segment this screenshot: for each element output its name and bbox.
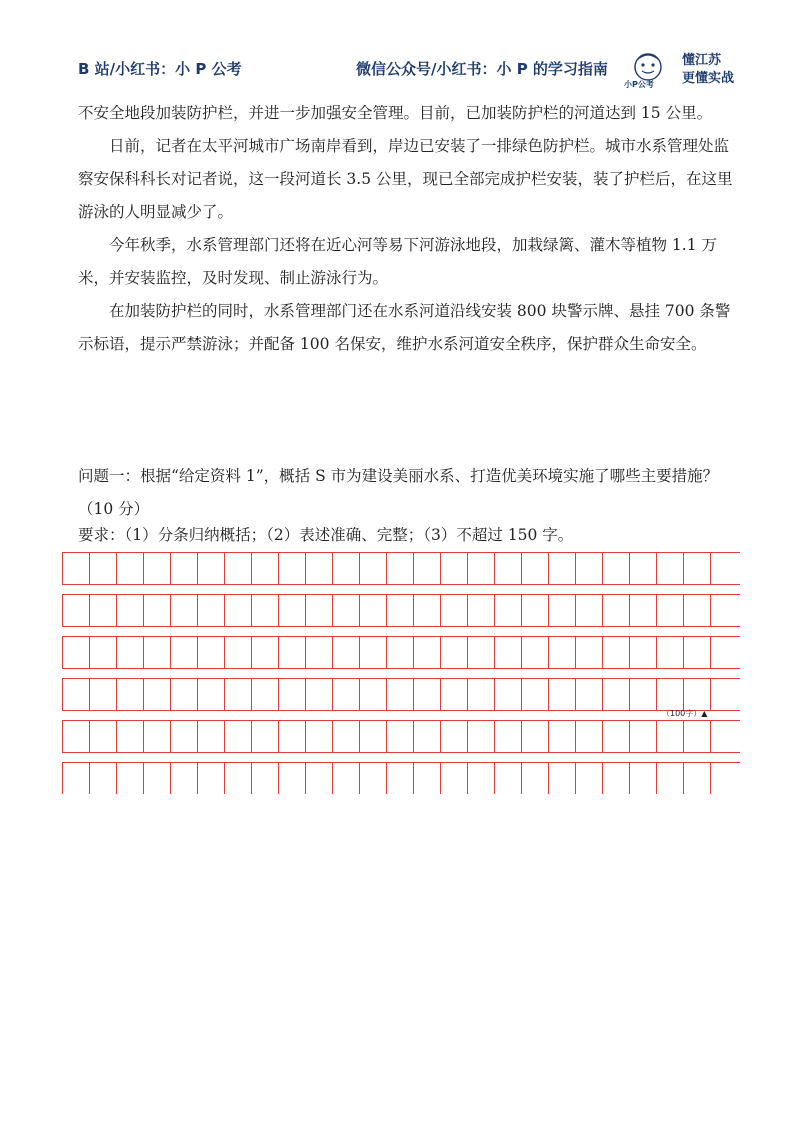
answer-grid-cell[interactable] <box>629 721 657 752</box>
answer-grid-cell[interactable] <box>494 637 522 668</box>
answer-requirements: 要求：（1）分条归纳概括；（2）表述准确、完整；（3）不超过 150 字。 <box>78 526 574 544</box>
answer-grid-cell[interactable] <box>143 637 171 668</box>
word-count-marker: （100字）▲ <box>662 709 708 718</box>
answer-grid-cell[interactable] <box>521 679 549 710</box>
answer-grid-cell[interactable] <box>683 721 711 752</box>
answer-grid-cell[interactable] <box>494 553 522 584</box>
answer-grid-cell[interactable] <box>467 595 495 626</box>
answer-grid-cell[interactable] <box>224 763 252 794</box>
answer-grid-cell[interactable] <box>386 679 414 710</box>
answer-grid-cell[interactable] <box>305 679 333 710</box>
answer-grid-cell[interactable] <box>521 595 549 626</box>
slogan <box>682 52 734 88</box>
answer-grid-cell[interactable] <box>170 763 198 794</box>
answer-grid-cell[interactable] <box>683 595 711 626</box>
answer-grid-cell[interactable] <box>170 679 198 710</box>
header-wechat-source: 微信公众号/小红书：小 P 的学习指南 <box>356 60 608 78</box>
answer-grid-cell[interactable] <box>278 553 306 584</box>
material-paragraph-1: 不安全地段加装防护栏，并进一步加强安全管理。目前，已加装防护栏的河道达到 15 公里。 <box>78 104 713 122</box>
answer-grid-cell[interactable] <box>710 553 738 584</box>
answer-grid-cell[interactable] <box>116 553 144 584</box>
answer-grid-cell[interactable] <box>359 679 387 710</box>
answer-grid-cell[interactable] <box>710 637 738 668</box>
answer-grid-cell[interactable] <box>386 595 414 626</box>
answer-grid-cell[interactable] <box>62 763 90 794</box>
answer-grid-row[interactable] <box>62 594 740 627</box>
answer-grid-cell[interactable] <box>278 595 306 626</box>
answer-grid-cell[interactable] <box>413 637 441 668</box>
answer-grid-cell[interactable] <box>62 637 90 668</box>
answer-grid-cell[interactable] <box>683 637 711 668</box>
answer-grid-cell[interactable] <box>359 763 387 794</box>
answer-grid-cell[interactable] <box>602 553 630 584</box>
answer-grid-cell[interactable] <box>197 763 225 794</box>
answer-grid-cell[interactable] <box>602 679 630 710</box>
answer-grid-cell[interactable] <box>197 679 225 710</box>
answer-grid-cell[interactable] <box>413 553 441 584</box>
answer-grid-cell[interactable] <box>251 595 279 626</box>
answer-grid-cell[interactable] <box>170 595 198 626</box>
answer-grid-cell[interactable] <box>116 637 144 668</box>
answer-grid-cell[interactable] <box>170 553 198 584</box>
answer-grid-cell[interactable] <box>116 763 144 794</box>
answer-grid-cell[interactable] <box>332 679 360 710</box>
answer-grid-cell[interactable] <box>89 637 117 668</box>
answer-grid-cell[interactable] <box>62 679 90 710</box>
answer-grid-cell[interactable] <box>575 595 603 626</box>
answer-grid-cell[interactable] <box>521 721 549 752</box>
answer-grid-cell[interactable] <box>494 721 522 752</box>
answer-grid-cell[interactable] <box>413 763 441 794</box>
answer-grid-cell[interactable] <box>143 679 171 710</box>
answer-grid-cell[interactable] <box>467 679 495 710</box>
answer-grid-cell[interactable] <box>575 637 603 668</box>
answer-grid-cell[interactable] <box>440 721 468 752</box>
answer-grid-cell[interactable] <box>197 637 225 668</box>
answer-grid-cell[interactable] <box>413 595 441 626</box>
answer-grid-cell[interactable] <box>89 763 117 794</box>
answer-grid-cell[interactable] <box>278 721 306 752</box>
answer-grid-cell[interactable] <box>440 553 468 584</box>
answer-grid-cell[interactable] <box>251 637 279 668</box>
answer-grid-cell[interactable] <box>251 763 279 794</box>
answer-grid-cell[interactable] <box>467 553 495 584</box>
slogan-line-2: 更懂实战 <box>682 71 735 86</box>
question-prompt: 问题一：根据“给定资料 1”，概括 S 市为建设美丽水系、打造优美环境实施了哪些主要措施？（10 分） <box>78 467 719 518</box>
answer-grid-cell[interactable] <box>440 637 468 668</box>
slogan-line-1: 懂江苏 <box>682 53 722 68</box>
answer-grid-row[interactable] <box>62 720 740 753</box>
answer-grid-cell[interactable] <box>386 553 414 584</box>
answer-grid-cell[interactable] <box>440 679 468 710</box>
answer-grid-cell[interactable] <box>116 721 144 752</box>
answer-grid-cell[interactable] <box>548 553 576 584</box>
answer-grid-cell[interactable] <box>305 763 333 794</box>
answer-grid-cell[interactable] <box>89 721 117 752</box>
answer-grid-cell[interactable] <box>332 553 360 584</box>
answer-grid-cell[interactable] <box>251 679 279 710</box>
answer-grid-cell[interactable] <box>629 763 657 794</box>
answer-grid-cell[interactable] <box>62 595 90 626</box>
answer-grid-cell[interactable] <box>629 637 657 668</box>
answer-grid-row[interactable] <box>62 762 740 794</box>
answer-grid-cell[interactable] <box>332 595 360 626</box>
answer-grid-cell[interactable] <box>467 637 495 668</box>
answer-grid-cell[interactable] <box>386 763 414 794</box>
answer-grid-cell[interactable] <box>494 679 522 710</box>
answer-grid-cell[interactable] <box>359 637 387 668</box>
answer-grid-cell[interactable] <box>467 721 495 752</box>
answer-grid-cell[interactable] <box>548 637 576 668</box>
answer-grid-cell[interactable] <box>332 763 360 794</box>
answer-grid-cell[interactable] <box>656 721 684 752</box>
answer-grid-cell[interactable] <box>116 595 144 626</box>
answer-grid-cell[interactable] <box>440 595 468 626</box>
answer-grid-row[interactable] <box>62 552 740 585</box>
answer-grid-cell[interactable] <box>548 763 576 794</box>
answer-grid-cell[interactable] <box>197 553 225 584</box>
answer-grid-cell[interactable] <box>575 679 603 710</box>
answer-grid-cell[interactable] <box>305 553 333 584</box>
answer-grid-cell[interactable] <box>116 679 144 710</box>
answer-grid-cell[interactable] <box>575 763 603 794</box>
answer-grid-cell[interactable] <box>494 763 522 794</box>
header-left-source: B 站/小红书：小 P 公考 <box>78 60 242 78</box>
answer-grid-cell[interactable] <box>278 679 306 710</box>
answer-grid-cell[interactable] <box>413 721 441 752</box>
answer-grid-row[interactable] <box>62 636 740 669</box>
answer-grid-cell[interactable] <box>359 595 387 626</box>
answer-grid-cell[interactable] <box>521 763 549 794</box>
answer-grid-cell[interactable] <box>467 763 495 794</box>
answer-grid-cell[interactable] <box>224 553 252 584</box>
answer-grid-cell[interactable] <box>440 763 468 794</box>
answer-grid-cell[interactable] <box>224 721 252 752</box>
answer-grid-cell[interactable] <box>305 595 333 626</box>
answer-grid-cell[interactable] <box>359 553 387 584</box>
answer-grid-cell[interactable] <box>656 679 684 710</box>
answer-grid-cell[interactable] <box>386 637 414 668</box>
logo-caption: 小P公考 <box>624 80 654 89</box>
answer-grid-cell[interactable] <box>359 721 387 752</box>
answer-grid-cell[interactable] <box>629 553 657 584</box>
answer-grid-cell[interactable] <box>332 637 360 668</box>
answer-grid-cell[interactable] <box>710 763 738 794</box>
answer-grid-cell[interactable] <box>224 637 252 668</box>
answer-grid-cell[interactable] <box>143 595 171 626</box>
answer-grid-cell[interactable] <box>170 637 198 668</box>
answer-grid-cell[interactable] <box>224 595 252 626</box>
answer-grid-cell[interactable] <box>602 595 630 626</box>
answer-grid-cell[interactable] <box>683 763 711 794</box>
answer-grid-cell[interactable] <box>710 595 738 626</box>
material-paragraph-2: 日前，记者在太平河城市广场南岸看到，岸边已安装了一排绿色防护栏。城市水系管理处监察安保科科长对记者说，这一段河道长 3.5 公里，现已全部完成护栏安装，装了护栏后，在这里游泳的人明显减少了。 <box>78 137 733 221</box>
answer-grid-cell[interactable] <box>521 553 549 584</box>
answer-grid-cell[interactable] <box>143 553 171 584</box>
answer-grid-cell[interactable] <box>197 595 225 626</box>
answer-grid-cell[interactable] <box>413 679 441 710</box>
answer-grid-cell[interactable] <box>89 595 117 626</box>
answer-grid-cell[interactable] <box>170 721 198 752</box>
answer-grid-cell[interactable] <box>305 637 333 668</box>
answer-grid-row[interactable] <box>62 678 740 711</box>
answer-grid-cell[interactable] <box>602 721 630 752</box>
answer-grid-cell[interactable] <box>656 595 684 626</box>
material-paragraph-3: 今年秋季，水系管理部门还将在近心河等易下河游泳地段，加栽绿篱、灌木等植物 1.1 万米，并安装监控，及时发现、制止游泳行为。 <box>78 236 718 287</box>
answer-grid-cell[interactable] <box>62 721 90 752</box>
answer-grid-cell[interactable] <box>62 553 90 584</box>
answer-grid-cell[interactable] <box>278 763 306 794</box>
answer-grid-cell[interactable] <box>602 637 630 668</box>
answer-grid-cell[interactable] <box>197 721 225 752</box>
answer-grid-cell[interactable] <box>683 553 711 584</box>
answer-grid-cell[interactable] <box>548 679 576 710</box>
answer-grid-cell[interactable] <box>521 637 549 668</box>
answer-grid-cell[interactable] <box>575 721 603 752</box>
answer-grid-cell[interactable] <box>656 637 684 668</box>
material-paragraph-4: 在加装防护栏的同时，水系管理部门还在水系河道沿线安装 800 块警示牌、悬挂 700 条警示标语，提示严禁游泳；并配备 100 名保安，维护水系河道安全秩序，保护群众生命安全。 <box>78 302 731 353</box>
answer-grid-cell[interactable] <box>305 721 333 752</box>
answer-grid-cell[interactable] <box>629 679 657 710</box>
answer-grid-cell[interactable] <box>575 553 603 584</box>
answer-grid-cell[interactable] <box>143 721 171 752</box>
answer-grid-cell[interactable] <box>629 595 657 626</box>
answer-grid-cell[interactable] <box>224 679 252 710</box>
answer-grid-cell[interactable] <box>89 679 117 710</box>
answer-grid-cell[interactable] <box>143 763 171 794</box>
answer-grid-cell[interactable] <box>332 721 360 752</box>
answer-grid-cell[interactable] <box>710 721 738 752</box>
answer-grid-cell[interactable] <box>548 595 576 626</box>
answer-grid-cell[interactable] <box>656 553 684 584</box>
answer-grid-cell[interactable] <box>494 595 522 626</box>
answer-grid-cell[interactable] <box>656 763 684 794</box>
answer-grid-cell[interactable] <box>548 721 576 752</box>
answer-grid-cell[interactable] <box>251 721 279 752</box>
answer-grid-cell[interactable] <box>251 553 279 584</box>
answer-grid-cell[interactable] <box>710 679 738 710</box>
answer-grid-cell[interactable] <box>683 679 711 710</box>
answer-grid-cell[interactable] <box>278 637 306 668</box>
answer-grid-cell[interactable] <box>602 763 630 794</box>
answer-grid-cell[interactable] <box>89 553 117 584</box>
answer-grid-cell[interactable] <box>386 721 414 752</box>
